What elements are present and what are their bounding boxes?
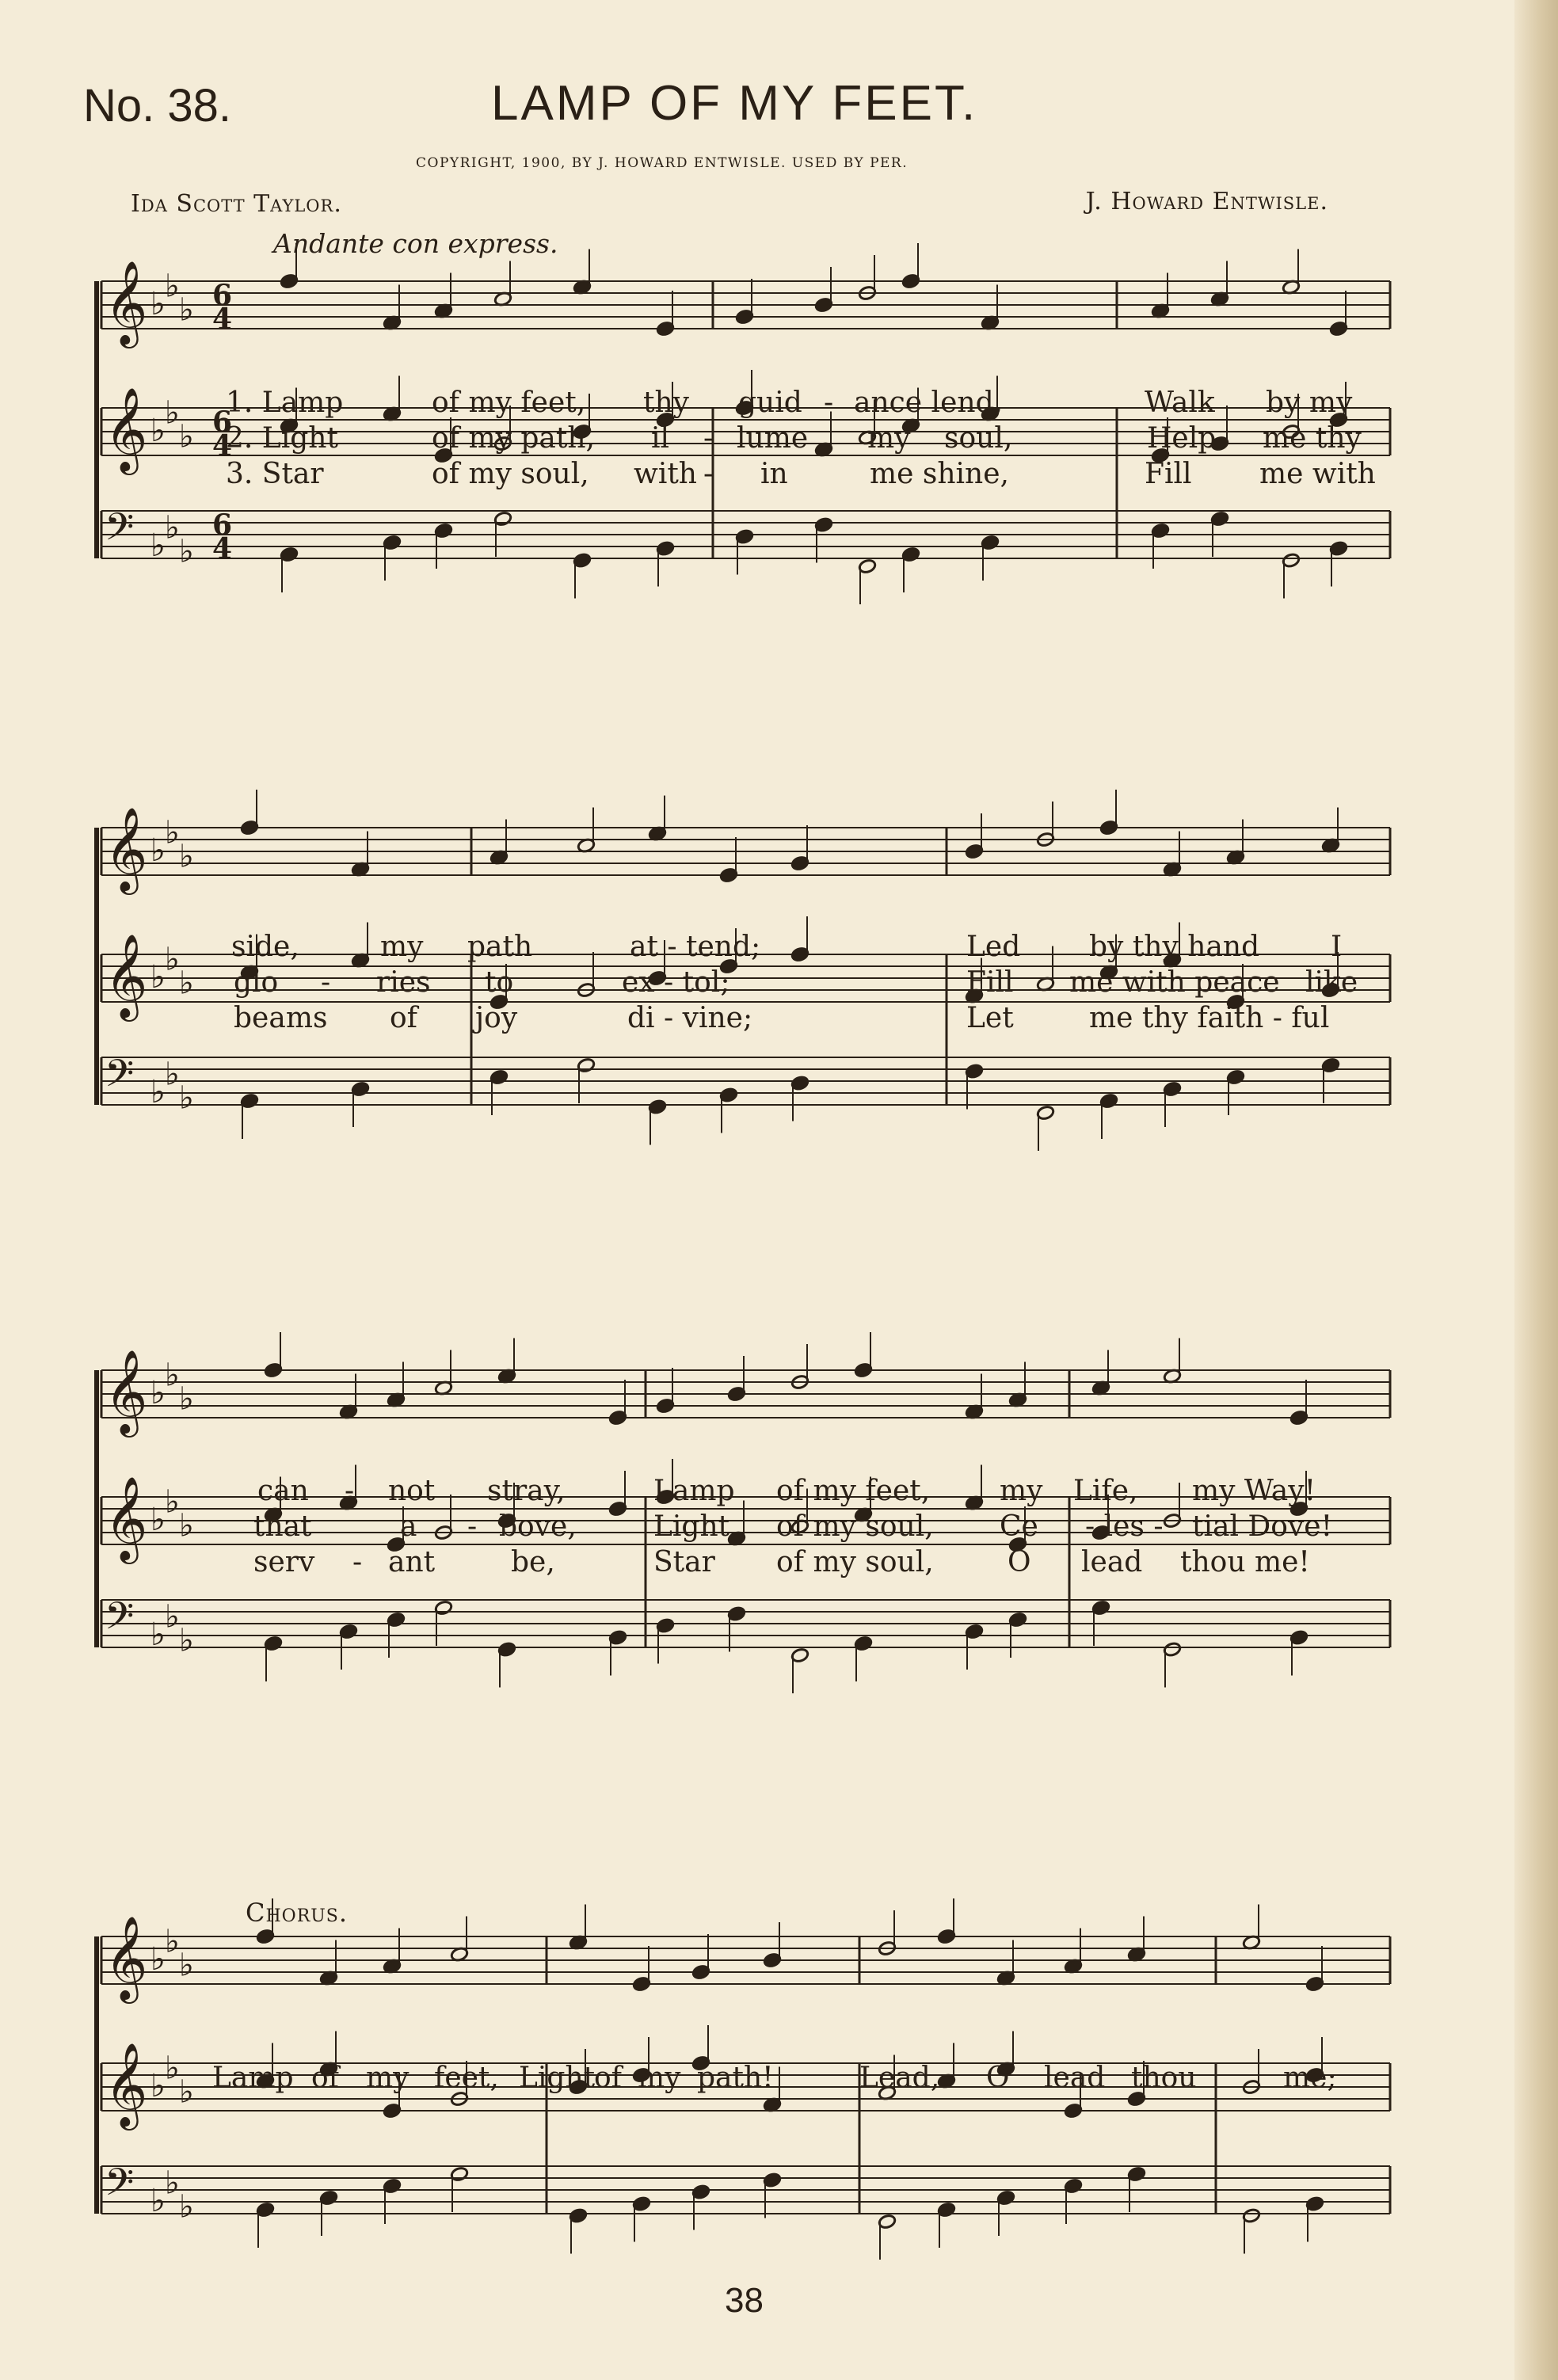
flat-icon: ♭ [150, 1375, 166, 1411]
lyric: 3. Star [226, 458, 324, 490]
lyric: ant [388, 1546, 436, 1578]
bass-clef-icon: 𝄢 [105, 505, 135, 558]
lyric: - [824, 387, 834, 419]
lyric: path [467, 931, 533, 963]
treble-clef-icon: 𝄞 [105, 933, 148, 1018]
lyric: O [1008, 1546, 1031, 1578]
flat-icon: ♭ [165, 1357, 180, 1394]
lyric: in [760, 458, 788, 490]
lyric: with [634, 458, 697, 490]
lyric: of my soul, [776, 1510, 934, 1543]
lyric: Ce [1000, 1510, 1038, 1543]
lyric: thy [643, 387, 689, 419]
time-signature-bottom: 4 [212, 532, 233, 565]
lyric: can [257, 1475, 309, 1507]
flat-icon: ♭ [179, 291, 194, 329]
lyric: by thy hand [1089, 931, 1260, 963]
lyric: beams [234, 1002, 328, 1034]
lyric: a [400, 1510, 417, 1543]
treble-clef-icon: 𝄞 [105, 1915, 148, 2000]
flat-icon: ♭ [150, 1074, 166, 1110]
lyric: that [253, 1510, 312, 1543]
lyric: Fill [966, 966, 1014, 999]
bass-clef-icon: 𝄢 [105, 2160, 135, 2214]
flat-icon: ♭ [165, 1483, 180, 1521]
lyric: guid [738, 387, 802, 419]
lyric: my [1000, 1475, 1043, 1507]
lyric: - [703, 422, 714, 455]
flat-icon: ♭ [165, 814, 180, 851]
lyric: Walk [1145, 387, 1215, 419]
lyric: like [1305, 966, 1358, 999]
lyric: - [352, 1546, 363, 1578]
flat-icon: ♭ [150, 527, 166, 564]
flat-icon: ♭ [150, 2068, 166, 2104]
time-signature-top: 6 [212, 406, 233, 439]
lyric: me thy [1263, 422, 1362, 455]
lyric: my [380, 931, 424, 963]
bass-clef-icon: 𝄢 [105, 1051, 135, 1105]
lyric: tial Dove! [1192, 1510, 1333, 1543]
lyric: Light [653, 1510, 730, 1543]
tempo-marking: Andante con express. [273, 228, 558, 259]
lyric: O [986, 2062, 1010, 2094]
time-signature-top: 6 [212, 508, 233, 542]
lyric: serv [253, 1546, 315, 1578]
lyric: Let [966, 1002, 1014, 1034]
flat-icon: ♭ [179, 1507, 194, 1544]
lyric: side, [231, 931, 299, 963]
lyric: me thy faith - ful [1089, 1002, 1330, 1034]
flat-icon: ♭ [179, 2073, 194, 2111]
lyric: Star [653, 1546, 715, 1578]
lyric: Light [519, 2062, 596, 2094]
lyric: - [321, 966, 331, 999]
composer-name: J. Howard Entwisle. [1085, 188, 1328, 215]
flat-icon: ♭ [150, 1502, 166, 1538]
flat-icon: ♭ [179, 1622, 194, 1659]
flat-icon: ♭ [165, 268, 180, 305]
lyric: Lamp [212, 2062, 294, 2094]
lyric: not [388, 1475, 436, 1507]
flat-icon: ♭ [179, 2188, 194, 2226]
treble-clef-icon: 𝄞 [105, 1349, 148, 1434]
flat-icon: ♭ [165, 2050, 180, 2087]
lyric: me shine, [870, 458, 1009, 490]
lyric: - [703, 458, 714, 490]
author-name: Ida Scott Taylor. [131, 190, 342, 218]
flat-icon: ♭ [150, 1941, 166, 1978]
lyric: at - tend; [630, 931, 761, 963]
lyric: my [366, 2062, 409, 2094]
hymn-title: LAMP OF MY FEET. [491, 76, 978, 131]
flat-icon: ♭ [179, 965, 194, 1002]
flat-icon: ♭ [179, 533, 194, 570]
flat-icon: ♭ [165, 941, 180, 978]
lyric: - [467, 1510, 478, 1543]
flat-icon: ♭ [150, 2183, 166, 2219]
flat-icon: ♭ [165, 1923, 180, 1960]
lyric: - [345, 1475, 355, 1507]
lyric: me with [1259, 458, 1376, 490]
flat-icon: ♭ [150, 1616, 166, 1653]
flat-icon: ♭ [150, 413, 166, 449]
time-signature-bottom: 4 [212, 429, 233, 463]
lyric: stray, [487, 1475, 566, 1507]
treble-clef-icon: 𝄞 [105, 387, 148, 471]
lyric: of [311, 2062, 339, 2094]
lyric: me with peace [1069, 966, 1280, 999]
lyric: of my feet, [432, 387, 586, 419]
lyric: - les - [1085, 1510, 1164, 1543]
lyric: Help [1147, 422, 1217, 455]
flat-icon: ♭ [165, 509, 180, 546]
lyric: thou me! [1180, 1546, 1310, 1578]
flat-icon: ♭ [165, 394, 180, 432]
lyric: Lead, [859, 2062, 940, 2094]
lyric: joy [475, 1002, 518, 1034]
lyric: of my soul, [776, 1546, 934, 1578]
lyric: by my [1266, 387, 1353, 419]
lyric: soul, [944, 422, 1013, 455]
lyric: feet, [434, 2062, 499, 2094]
copyright-line: COPYRIGHT, 1900, BY J. HOWARD ENTWISLE. USED BY PER. [416, 155, 909, 171]
lyric: bove, [499, 1510, 577, 1543]
lyric: di - vine; [627, 1002, 753, 1034]
time-signature-bottom: 4 [212, 303, 233, 336]
page-number: 38 [725, 2281, 764, 2320]
lyric: of my feet, [776, 1475, 931, 1507]
lyric: ex - tol; [622, 966, 730, 999]
lyric: ries [376, 966, 431, 999]
lyric: Life, [1073, 1475, 1138, 1507]
flat-icon: ♭ [150, 959, 166, 996]
lyric: thou [1131, 2062, 1197, 2094]
flat-icon: ♭ [165, 2165, 180, 2202]
treble-clef-icon: 𝄞 [105, 806, 148, 891]
treble-clef-icon: 𝄞 [105, 260, 148, 345]
bass-clef-icon: 𝄢 [105, 1594, 135, 1647]
hymn-number: No. 38. [83, 80, 231, 131]
lyric: I [1331, 931, 1343, 963]
lyric: to [485, 966, 514, 999]
flat-icon: ♭ [179, 838, 194, 875]
treble-clef-icon: 𝄞 [105, 2042, 148, 2127]
lyric: path! [697, 2062, 774, 2094]
lyric: il [651, 422, 670, 455]
lyric: lead [1044, 2062, 1106, 2094]
lyric: of my path, [432, 422, 595, 455]
flat-icon: ♭ [179, 1947, 194, 1984]
chorus-label: Chorus. [246, 1898, 349, 1928]
lyric: my [638, 2062, 681, 2094]
flat-icon: ♭ [165, 1598, 180, 1636]
lyric: Fill [1145, 458, 1192, 490]
lyric: of [390, 1002, 417, 1034]
flat-icon: ♭ [165, 1056, 180, 1093]
lyric: my [867, 422, 911, 455]
treble-clef-icon: 𝄞 [105, 1476, 148, 1560]
flat-icon: ♭ [179, 418, 194, 455]
lyric: Lamp [653, 1475, 735, 1507]
flat-icon: ♭ [179, 1080, 194, 1117]
flat-icon: ♭ [150, 832, 166, 869]
lyric: my Way! [1192, 1475, 1316, 1507]
flat-icon: ♭ [150, 286, 166, 322]
time-signature-top: 6 [212, 279, 233, 312]
lyric: of [594, 2062, 622, 2094]
flat-icon: ♭ [179, 1380, 194, 1418]
lyric: lead [1081, 1546, 1143, 1578]
lyric: ance lend, [854, 387, 1004, 419]
lyric: 2. Light [226, 422, 338, 455]
lyric: glo [234, 966, 279, 999]
lyric: of my soul, [432, 458, 589, 490]
lyric: lume [737, 422, 809, 455]
lyric: me; [1283, 2062, 1337, 2094]
lyric: 1. Lamp [226, 387, 344, 419]
lyric: be, [511, 1546, 555, 1578]
lyric: Led [966, 931, 1021, 963]
